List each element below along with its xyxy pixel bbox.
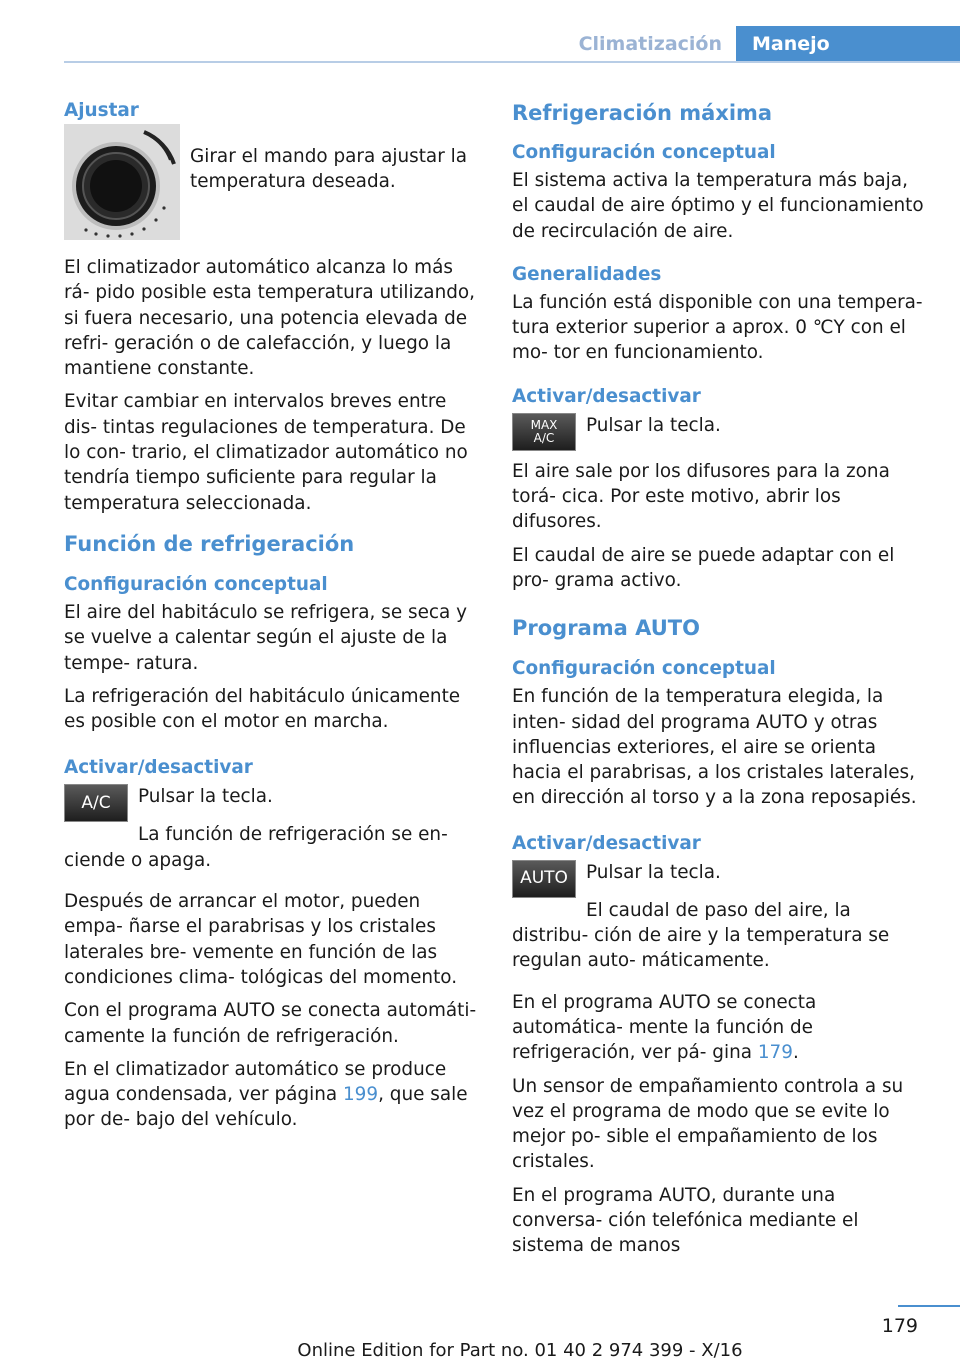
- paragraph: Evitar cambiar en intervalos breves entre dis‐ tintas regulaciones de temperatura. De lo con‐ trario, el climatizador automático no tendría tiempo suficiente para regular la temperatura seleccionada.: [64, 391, 468, 514]
- temperature-knob-image: [64, 124, 180, 240]
- paragraph-with-link: [512, 990, 930, 1066]
- ac-instruction: Pulsar la tecla.: [138, 786, 273, 808]
- paragraph: Con el programa AUTO se conecta automáti‐ camente la función de refrigeración.: [64, 1000, 477, 1047]
- heading-configuracion: Configuración conceptual: [512, 658, 776, 680]
- header-section-title: Climatización: [578, 33, 722, 55]
- page-number: 179: [881, 1315, 918, 1337]
- heading-configuracion: Configuración conceptual: [512, 142, 776, 163]
- heading-programa-auto: Programa AUTO: [512, 616, 700, 641]
- heading-funcion-refrigeracion: Función de refrigeración: [64, 531, 355, 556]
- max-ac-button-row: [512, 413, 930, 451]
- heading-ajustar: Ajustar: [64, 100, 139, 121]
- paragraph-text: En el programa AUTO se conecta automática‐ mente la función de refrigeración, ver pá‐ gina: [512, 991, 817, 1064]
- edition-footer: Online Edition for Part no. 01 40 2 974 399 - X/16: [297, 1340, 743, 1361]
- heading-generalidades: Generalidades: [512, 263, 662, 285]
- paragraph: La refrigeración del habitáculo únicamente es posible con el motor en marcha.: [64, 685, 461, 733]
- header-chapter-tab[interactable]: Manejo: [736, 26, 960, 62]
- auto-button-icon: AUTO: [512, 860, 576, 898]
- knob-icon: [64, 124, 180, 240]
- paragraph: El aire sale por los difusores para la zona torá‐ cica. Por este motivo, abrir los difusores.: [512, 460, 890, 533]
- paragraph: El aire del habitáculo se refrigera, se seca y se vuelve a calentar según el ajuste de la tempe‐ ratura.: [64, 601, 467, 674]
- page-link-179[interactable]: 179: [757, 1042, 793, 1064]
- left-column: [64, 98, 480, 1141]
- ac-description: La función de refrigeración se en‐ ciende o apaga.: [64, 824, 448, 871]
- auto-instruction: Pulsar la tecla.: [586, 861, 721, 883]
- paragraph-text: En el climatizador automático se produce agua condensada, ver página: [64, 1058, 447, 1106]
- paragraph: La función está disponible con una tempera‐ tura exterior superior a aprox. 0 ℃Y con el mo‐ tor en funcionamiento.: [512, 291, 923, 364]
- page-link-199[interactable]: 199: [342, 1084, 379, 1106]
- footer-rule: [898, 1305, 960, 1307]
- heading-activar: Activar/desactivar: [512, 385, 701, 407]
- knob-instruction: Girar el mando para ajustar la temperatura deseada.: [190, 146, 467, 193]
- max-label: MAX: [530, 417, 558, 432]
- paragraph: Después de arrancar el motor, pueden empa‐ ñarse el parabrisas y los cristales laterales bre‐ vemente en función de las condiciones clima‐ tológicas del momento.: [64, 891, 458, 988]
- paragraph: En función de la temperatura elegida, la inten‐ sidad del programa AUTO y otras influencias exteriores, el aire se orienta hacia el parabrisas, a los cristales laterales, en dirección al torso y a la zona reposapiés.: [512, 686, 917, 809]
- paragraph-with-link: [64, 1057, 480, 1133]
- ac-button-row: [64, 784, 480, 822]
- paragraph-text: .: [792, 1042, 799, 1064]
- max-ac-button-icon: [512, 413, 576, 451]
- header-rule: [64, 61, 960, 63]
- paragraph: El climatizador automático alcanza lo más rá‐ pido posible esta temperatura utilizando, si fuera necesario, una potencia elevada de refri‐ geración o de calefacción, y luego la mantiene constante.: [64, 257, 475, 380]
- auto-button-row: [512, 860, 930, 898]
- max-ac-instruction: Pulsar la tecla.: [586, 414, 721, 436]
- ac-label: A/C: [533, 430, 555, 445]
- heading-activar: Activar/desactivar: [512, 832, 701, 854]
- paragraph: El sistema activa la temperatura más baja, el caudal de aire óptimo y el funcionamiento de recirculación de aire.: [512, 170, 924, 242]
- knob-figure-row: [64, 124, 480, 240]
- paragraph: Un sensor de empañamiento controla a su vez el programa de modo que se evite lo mejor po‐ sible el empañamiento de los cristales.: [512, 1075, 904, 1173]
- ac-button-icon: A/C: [64, 784, 128, 822]
- paragraph-text: , que sale por de‐ bajo del vehículo.: [64, 1084, 468, 1131]
- paragraph: El caudal de aire se puede adaptar con el pro‐ grama activo.: [512, 544, 895, 591]
- heading-activar: Activar/desactivar: [64, 757, 253, 779]
- heading-configuracion: Configuración conceptual: [64, 573, 328, 595]
- heading-refrigeracion-maxima: Refrigeración máxima: [512, 101, 773, 125]
- right-column: [512, 98, 930, 1267]
- paragraph: En el programa AUTO, durante una conversa‐ ción telefónica mediante el sistema de manos: [512, 1184, 859, 1257]
- auto-description: El caudal de paso del aire, la distribu‐ ción de aire y la temperatura se regulan auto‐ máticamente.: [512, 899, 890, 972]
